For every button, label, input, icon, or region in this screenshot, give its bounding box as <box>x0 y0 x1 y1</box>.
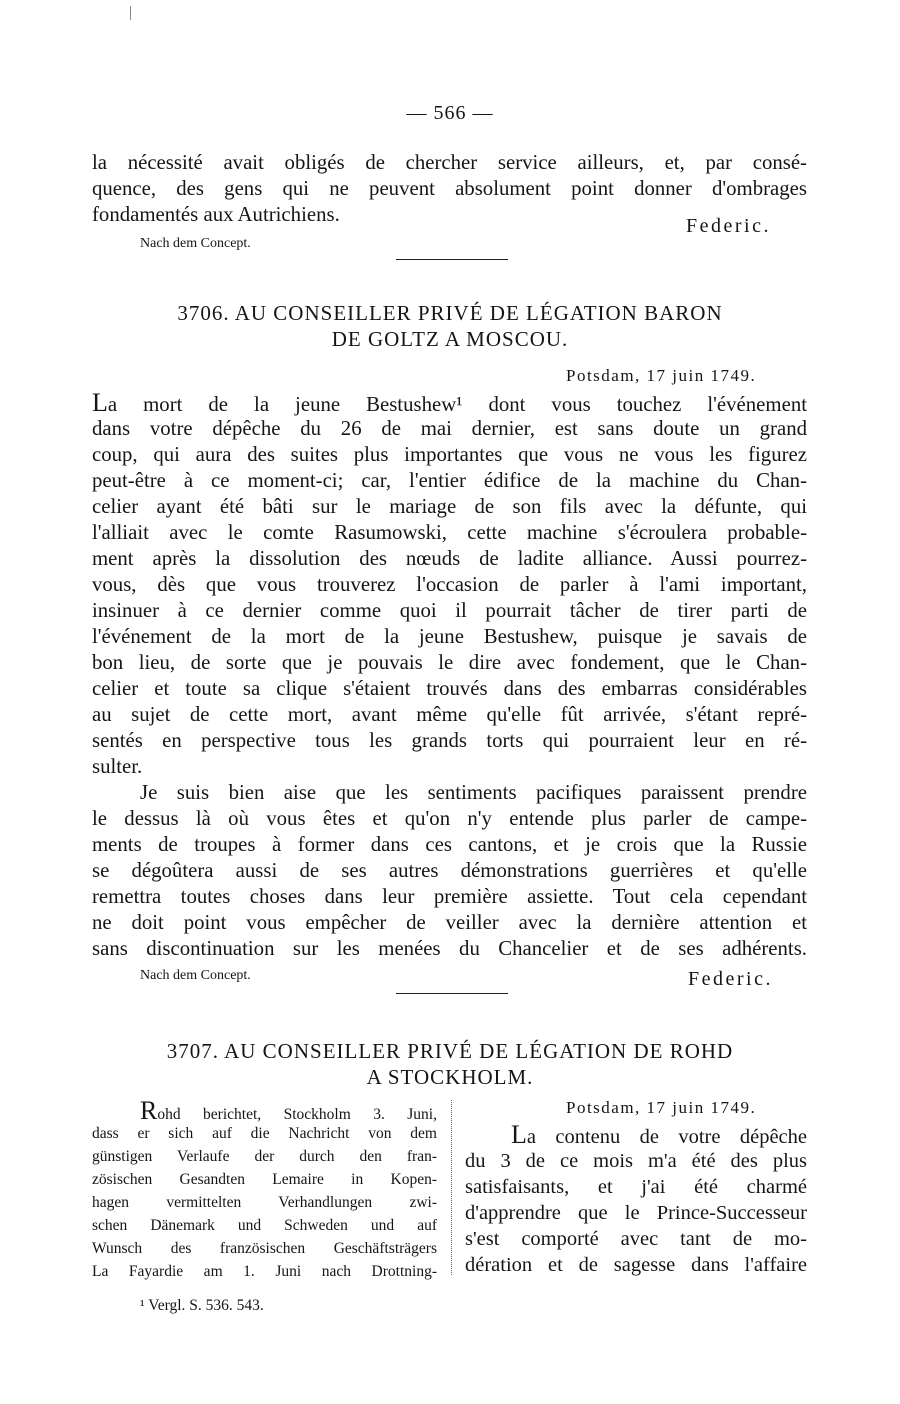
text-line: l'alliait avec le comte Rasumowski, cette machine s'écroulera probable- <box>92 521 807 544</box>
text-line: d'apprendre que le Prince-Successeur <box>465 1202 807 1224</box>
text-line: se dégoûtera aussi de ses autres démonstrations guerrières et qu'elle <box>92 859 807 882</box>
text-line: fondamentés aux Autrichiens. <box>92 203 340 226</box>
text-line: insinuer à ce dernier comme quoi il pourrait tâcher de tirer parti de <box>92 599 807 622</box>
summary-line: schen Dänemark und Schweden und auf <box>92 1217 437 1234</box>
text-line: celier ayant été bâti sur le mariage de son fils avec la défunte, qui <box>92 495 807 518</box>
footnote: ¹ Vergl. S. 536. 543. <box>140 1297 264 1314</box>
text-line: La mort de la jeune Bestushew¹ dont vous touchez l'événement <box>92 388 807 417</box>
letter-heading: 3706. AU CONSEILLER PRIVÉ DE LÉGATION BARON <box>177 301 723 325</box>
text-line: sulter. <box>92 755 143 778</box>
text-line: au sujet de cette mort, avant même qu'elle fût arrivée, s'étant repré- <box>92 703 807 726</box>
text-line: coup, qui aura des suites plus importantes que vous ne vous les figurez <box>92 443 807 466</box>
text-line: l'événement de la mort de la jeune Bestushew, puisque je savais de <box>92 625 807 648</box>
signature: Federic. <box>686 215 771 237</box>
summary-line: zösischen Gesandten Lemaire in Kopen- <box>92 1171 437 1188</box>
text-line: la nécessité avait obligés de chercher service ailleurs, et, par consé- <box>92 151 807 174</box>
text-line: vous, dès que vous trouverez l'occasion de parler à l'ami important, <box>92 573 807 596</box>
text-line: celier et toute sa clique s'étaient trouvés dans des embarras considérables <box>92 677 807 700</box>
text-line: s'est comporté avec tant de mo- <box>465 1228 807 1250</box>
text-line: sans discontinuation sur les menées du Chancelier et de ses adhérents. <box>92 937 807 960</box>
source-note: Nach dem Concept. <box>140 968 251 983</box>
scan-mark <box>130 6 131 20</box>
dateline: Potsdam, 17 juin 1749. <box>566 1098 757 1117</box>
text-line: peut-être à ce moment-ci; car, l'entier édifice de la machine du Chan- <box>92 469 807 492</box>
separator-rule <box>396 993 508 994</box>
text-line: bon lieu, de sorte que je pouvais le dire avec fondement, que le Chan- <box>92 651 807 674</box>
dateline: Potsdam, 17 juin 1749. <box>566 366 757 385</box>
text-line: La contenu de votre dépêche <box>511 1120 807 1149</box>
letter-heading-continued: A STOCKHOLM. <box>366 1065 534 1089</box>
summary-line: Rohd berichtet, Stockholm 3. Juni, <box>140 1096 437 1125</box>
text-line: Je suis bien aise que les sentiments pacifiques paraissent prendre <box>140 781 807 804</box>
text-line: ments de troupes à former dans ces cantons, et je crois que la Russie <box>92 833 807 856</box>
text-line: remettra toutes choses dans leur première assiette. Tout cela cependant <box>92 885 807 908</box>
text-line: dération et de sagesse dans l'affaire <box>465 1254 807 1276</box>
text-line: dans votre dépêche du 26 de mai dernier, est sans doute un grand <box>92 417 807 440</box>
summary-line: Wunsch des französischen Geschäftsträgers <box>92 1240 437 1257</box>
letter-heading: 3707. AU CONSEILLER PRIVÉ DE LÉGATION DE ROHD <box>166 1039 734 1063</box>
text-line: quence, des gens qui ne peuvent absolument point donner d'ombrages <box>92 177 807 200</box>
summary-line: dass er sich auf die Nachricht von dem <box>92 1125 437 1142</box>
column-divider <box>451 1100 452 1275</box>
text-line: sentés en perspective tous les grands torts qui pourraient leur en ré- <box>92 729 807 752</box>
drop-initial: L <box>511 1120 527 1149</box>
text-line: ne doit point vous empêcher de veiller avec la dernière attention et <box>92 911 807 934</box>
summary-line: hagen vermittelten Verhandlungen zwi- <box>92 1194 437 1211</box>
text-line: ment après la dissolution des nœuds de ladite alliance. Aussi pourrez- <box>92 547 807 570</box>
text-line: du 3 de ce mois m'a été des plus <box>465 1150 807 1172</box>
summary-line: günstigen Verlaufe der durch den fran- <box>92 1148 437 1165</box>
drop-initial: L <box>92 388 108 417</box>
drop-initial: R <box>140 1096 158 1125</box>
letter-heading-continued: DE GOLTZ A MOSCOU. <box>331 327 569 351</box>
page-number: — 566 — <box>406 102 494 124</box>
summary-line: La Fayardie am 1. Juni nach Drottning- <box>92 1263 437 1280</box>
separator-rule <box>396 259 508 260</box>
source-note: Nach dem Concept. <box>140 236 251 251</box>
text-line: le dessus là où vous êtes et qu'on n'y entende plus parler de campe- <box>92 807 807 830</box>
signature: Federic. <box>688 968 773 990</box>
text-line: satisfaisants, et j'ai été charmé <box>465 1176 807 1198</box>
